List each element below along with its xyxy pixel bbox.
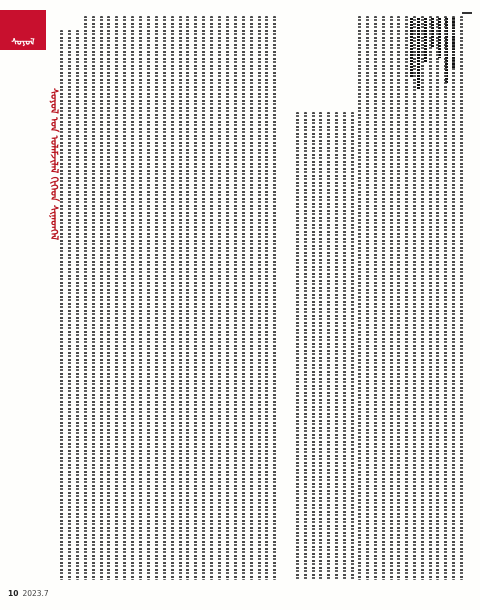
text-line	[304, 112, 307, 580]
text-line	[194, 16, 197, 580]
text-line	[155, 16, 158, 580]
text-line	[171, 16, 174, 580]
text-line	[139, 16, 142, 580]
section-badge-label: ᠰᠣᠶᠣᠯ	[11, 38, 35, 48]
text-line	[319, 112, 322, 580]
text-line	[335, 112, 338, 580]
text-line	[100, 16, 103, 580]
text-line	[250, 16, 253, 580]
text-line	[273, 16, 276, 580]
body-text-left	[60, 16, 282, 580]
text-line	[429, 16, 432, 580]
text-line	[397, 16, 400, 580]
text-line	[444, 16, 447, 580]
text-line	[60, 30, 63, 580]
text-line	[460, 16, 463, 580]
text-line	[265, 16, 268, 580]
text-line	[413, 16, 416, 580]
text-line	[312, 112, 315, 580]
text-line	[327, 112, 330, 580]
text-line	[358, 16, 361, 580]
text-line	[76, 30, 79, 580]
text-line	[115, 16, 118, 580]
text-line	[163, 16, 166, 580]
text-line	[218, 16, 221, 580]
text-line	[382, 16, 385, 580]
text-line	[202, 16, 205, 580]
text-line	[296, 112, 299, 580]
text-line	[123, 16, 126, 580]
text-line	[351, 112, 354, 580]
page-number: 10	[8, 589, 19, 598]
text-line	[366, 16, 369, 580]
section-title: ᠰᠣᠶᠣᠯ ᠤᠨ ᠤᠯᠠᠮᠵᠢᠯᠠᠯ ᠬᠢᠭᠡᠳ ᠰᠢᠨᠡᠳᠬᠡᠯ	[48, 88, 59, 241]
text-line	[421, 16, 424, 580]
text-line	[186, 16, 189, 580]
text-line	[390, 16, 393, 580]
text-line	[226, 16, 229, 580]
text-line	[179, 16, 182, 580]
text-line	[258, 16, 261, 580]
text-line	[84, 16, 87, 580]
issue-date: 2023.7	[22, 589, 49, 598]
text-line	[242, 16, 245, 580]
text-line	[131, 16, 134, 580]
text-line	[107, 16, 110, 580]
text-line	[92, 16, 95, 580]
top-rule	[462, 12, 472, 14]
page-footer	[8, 589, 49, 598]
text-line	[405, 16, 408, 580]
body-text-right	[296, 16, 466, 580]
text-line	[452, 16, 455, 580]
text-line	[210, 16, 213, 580]
text-line	[234, 16, 237, 580]
section-badge	[0, 10, 46, 50]
text-line	[374, 16, 377, 580]
text-line	[436, 16, 439, 580]
text-line	[147, 16, 150, 580]
text-line	[68, 30, 71, 580]
text-line	[343, 112, 346, 580]
